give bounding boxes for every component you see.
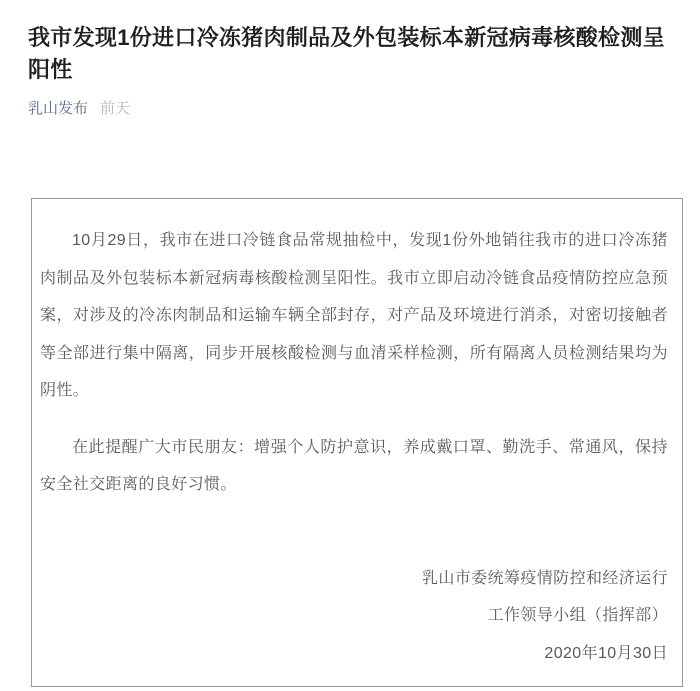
publish-time: 前天	[100, 100, 131, 117]
signature-org-line-1: 乳山市委统筹疫情防控和经济运行	[421, 569, 668, 587]
author-link[interactable]: 乳山发布	[28, 100, 89, 117]
article-byline	[28, 99, 680, 119]
notice-paragraph-2: 在此提醒广大市民朋友：增强个人防护意识，养成戴口罩、勤洗手、常通风，保持安全社交距离的良好习惯。	[40, 438, 668, 493]
notice-paragraph-1: 10月29日，我市在进口冷链食品常规抽检中，发现1份外地销往我市的进口冷冻猪肉制品及外包装标本新冠病毒核酸检测呈阳性。我市立即启动冷链食品疫情防控应急预案，对涉及的冷冻肉制品和运输车辆全部封存，对产品及环境进行消杀，对密切接触者等全部进行集中隔离，同步开展核酸检测与血清采样检测，所有隔离人员检测结果均为阴性。	[40, 232, 668, 399]
notice-box	[31, 198, 683, 687]
signature-block	[40, 560, 668, 673]
signature-org-line-2: 工作领导小组（指挥部）	[487, 607, 668, 624]
article-title: 我市发现1份进口冷冻猪肉制品及外包装标本新冠病毒核酸检测呈阳性	[28, 25, 665, 82]
signature-date: 2020年10月30日	[544, 644, 668, 662]
